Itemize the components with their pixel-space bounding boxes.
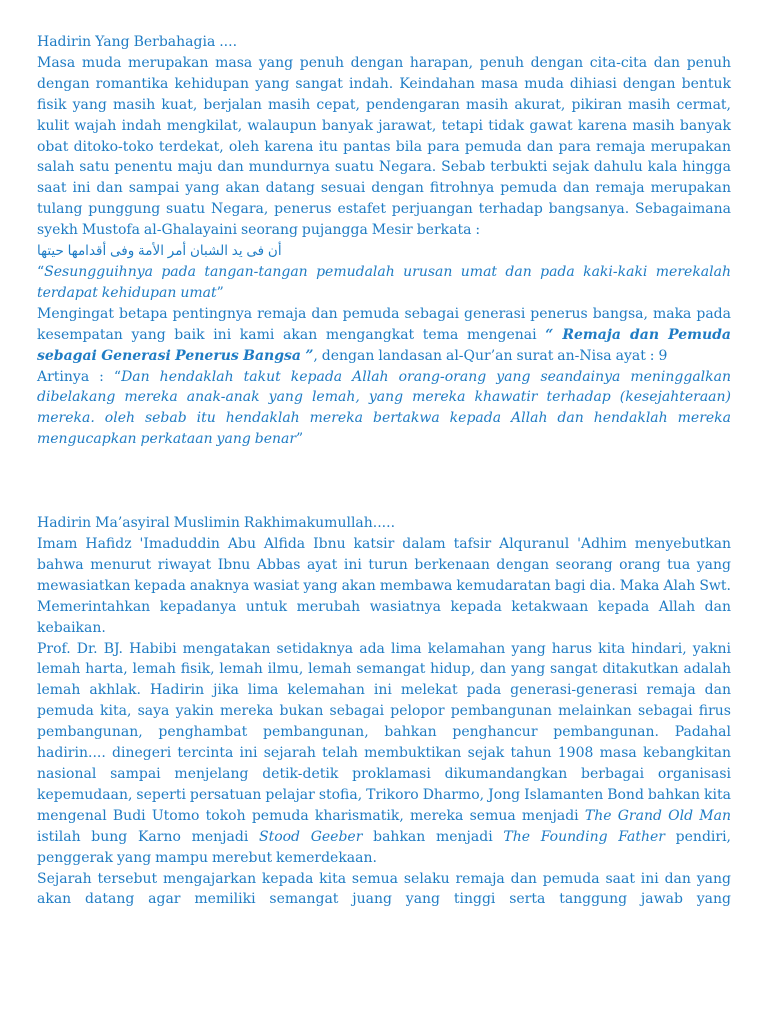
- quote-translation-text: Sesungguihnya pada tangan-tangan pemudalah urusan umat dan pada kaki-kaki merekalah terdapat kehidupan umat: [37, 263, 731, 301]
- paragraph-artinya: [37, 367, 731, 451]
- arabic-quote: أن فى يد الشبان أمر الأمة وفى أقدامها حيتها: [37, 243, 282, 260]
- theme-title: “ Remaja dan Pemuda sebagai Generasi Penerus Bangsa ”: [37, 326, 731, 364]
- greeting-muslimin: Hadirin Ma’asyiral Muslimin Rakhimakumullah.....: [37, 515, 396, 532]
- greeting-hadirin: Hadirin Yang Berbahagia ....: [37, 34, 238, 50]
- paragraph-habibi-mid2: bahkan menjadi: [362, 828, 504, 845]
- term-grand-old-man: The Grand Old Man: [584, 807, 732, 824]
- paragraph-habibi-end: pendiri, penggerak yang mampu merebut kemerdekaan.: [37, 828, 732, 866]
- paragraph-sejarah: Sejarah tersebut mengajarkan kepada kita semua selaku remaja dan pemuda saat ini dan yang akan datang agar memiliki semangat juang yang tinggi serta tanggung jawab yang: [37, 870, 731, 908]
- paragraph-tema-start: Mengingat betapa pentingnya remaja dan pemuda sebagai generasi penerus bangsa, maka pada kesempatan yang baik ini kami akan mengangkat tema mengenai: [37, 305, 731, 343]
- artinya-text: Dan hendaklah takut kepada Allah orang-orang yang seandainya meninggalkan dibelakang mereka anak-anak yang lemah, yang mereka khawatir terhadap (kesejahteraan) mereka. oleh sebab itu hendaklah mereka bertakwa kepada Allah dan hendaklah mereka mengucapkan perkataan yang benar: [37, 368, 732, 448]
- paragraph-ibnu-katsir: Imam Hafidz 'Imaduddin Abu Alfida Ibnu katsir dalam tafsir Alquranul 'Adhim menyebutkan bahwa menurut riwayat Ibnu Abbas ayat ini turun berkenaan dengan seorang orang tua yang mewasiatkan kepada anaknya wasiat yang akan membawa kemudaratan bagi dia. Maka Alah Swt. Memerintahkan kepadanya untuk merubah wasiatnya kepada ketakwaan kepada Allah dan kebaikan.: [37, 536, 731, 636]
- artinya-close-mark: ”: [296, 431, 304, 448]
- paragraph-habibi-start: Prof. Dr. BJ. Habibi mengatakan setidaknya ada lima kelamahan yang harus kita hindari, yakni lemah harta, lemah fisik, lemah ilmu, lemah semangat hidup, dan yang sangat ditakutkan adalah lemah akhlak. Hadirin jika lima kelemahan ini melekat pada generasi-generasi remaja dan pemuda kita, saya yakin mereka bukan sebagai pelopor pembangunan melainkan sebagai firus pembangunan, penghambat pembangunan, bahkan penghancur pembangunan. Padahal hadirin.... dinegeri tercinta ini sejarah telah membuktikan sejak tahun 1908 masa kebangkitan nasional sampai menjelang detik-detik proklamasi dikumandangkan berbagai organisasi kepemudaan, seperti persatuan pelajar stofia, Trikoro Dharmo, Jong Islamanten Bond bahkan kita mengenal Budi Utomo tokoh pemuda kharismatik, mereka semua menjadi: [37, 640, 731, 824]
- quote-open-mark: “: [37, 263, 45, 280]
- paragraph-tema-end: , dengan landasan al-Qur’an surat an-Nisa ayat : 9: [313, 347, 668, 364]
- paragraph-habibi: [37, 639, 731, 869]
- term-founding-father: The Founding Father: [503, 828, 665, 845]
- quote-close-mark: ”: [216, 284, 224, 301]
- quote-translation: [37, 262, 731, 304]
- paragraph-tema: [37, 304, 731, 367]
- section-spacer: [37, 450, 731, 513]
- artinya-label: Artinya : “: [37, 368, 122, 385]
- paragraph-masa-muda: Masa muda merupakan masa yang penuh dengan harapan, penuh dengan cita-cita dan penuh dengan romantika kehidupan yang sangat indah. Keindahan masa muda dihiasi dengan bentuk fisik yang masih kuat, berjalan masih cepat, pendengaran masih akurat, pikiran masih cermat, kulit wajah indah mengkilat, walaupun banyak jarawat, tetapi tidak gawat karena masih banyak obat ditoko-toko terdekat, oleh karena itu pantas bila para pemuda dan para remaja merupakan salah satu penentu maju dan mundurnya suatu Negara. Sebab terbukti sejak dahulu kala hingga saat ini dan sampai yang akan datang sesuai dengan fitrohnya pemuda dan remaja merupakan tulang punggung suatu Negara, penerus estafet perjuangan terhadap bangsanya. Sebagaimana syekh Mustofa al-Ghalayaini seorang pujangga Mesir berkata :: [37, 54, 731, 239]
- term-stood-geeber: Stood Geeber: [258, 828, 363, 845]
- paragraph-habibi-mid1: istilah bung Karno menjadi: [37, 828, 259, 845]
